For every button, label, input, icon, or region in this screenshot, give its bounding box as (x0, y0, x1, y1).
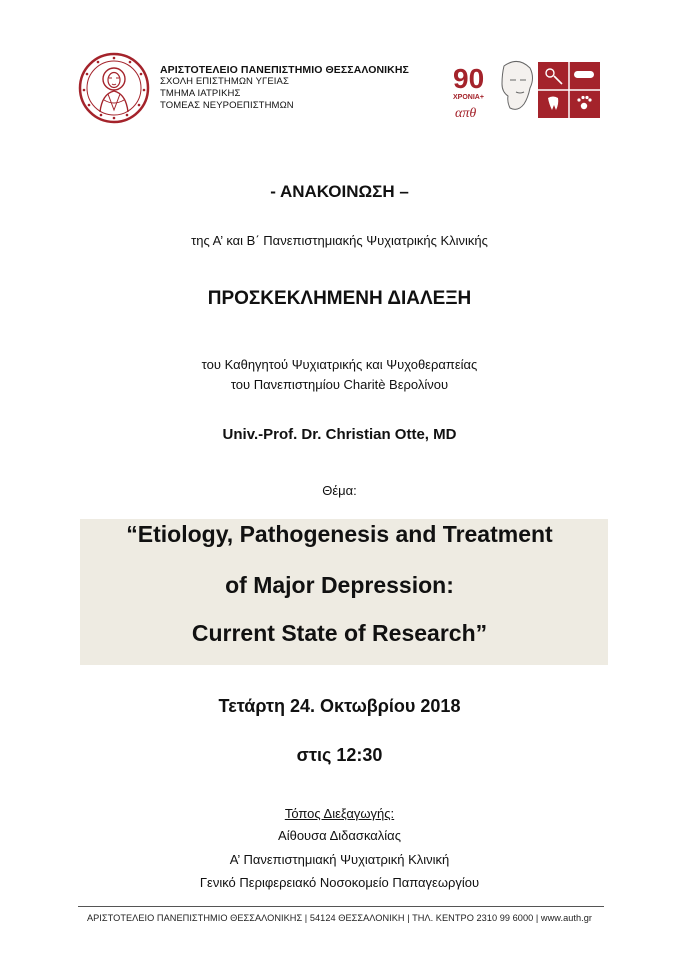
sector-name: ΤΟΜΕΑΣ ΝΕΥΡΟΕΠΙΣΤΗΜΩΝ (160, 100, 294, 111)
speaker-name: Univ.-Prof. Dr. Christian Otte, MD (222, 426, 457, 443)
school-name: ΣΧΟΛΗ ΕΠΙΣΤΗΜΩΝ ΥΓΕΙΑΣ (160, 76, 289, 87)
university-seal-icon (78, 52, 150, 124)
venue-line-3: Γενικό Περιφερειακό Νοσοκομείο Παπαγεωργίου (199, 875, 480, 890)
anniversary-90-logo-icon (450, 58, 604, 122)
lecture-title-line-1: “Etiology, Pathogenesis and Treatment (126, 521, 553, 547)
professor-line-1: του Καθηγητού Ψυχιατρικής και Ψυχοθεραπείας (201, 357, 478, 372)
lecture-title-line-2: of Major Depression: (225, 572, 454, 598)
lecture-time: στις 12:30 (296, 745, 383, 765)
logo-90-number: 90 (453, 63, 485, 94)
footer-contact: ΑΡΙΣΤΟΤΕΛΕΙΟ ΠΑΝΕΠΙΣΤΗΜΙΟ ΘΕΣΣΑΛΟΝΙΚΗΣ | 54124 ΘΕΣΣΑΛΟΝΙΚΗ | ΤΗΛ. ΚΕΝΤΡΟ 2310 99 6000 | www.auth.gr (86, 913, 593, 923)
lecture-type: ΠΡΟΣΚΕΚΛΗΜΕΝΗ ΔΙΑΛΕΞΗ (207, 288, 472, 309)
university-name: ΑΡΙΣΤΟΤΕΛΕΙΟ ΠΑΝΕΠΙΣΤΗΜΙΟ ΘΕΣΣΑΛΟΝΙΚΗΣ (160, 64, 409, 76)
lecture-title-line-3: Current State of Research” (191, 620, 488, 646)
department-name: ΤΜΗΜΑ ΙΑΤΡΙΚΗΣ (160, 88, 241, 99)
university-text-block (160, 64, 409, 112)
logo-years-label: ΧΡΟΝΙΑ+ (453, 94, 484, 101)
announcement-heading: - ΑΝΑΚΟΙΝΩΣΗ – (270, 182, 409, 201)
venue-line-1: Αίθουσα Διδασκαλίας (278, 828, 401, 843)
clinic-line: της Α’ και Β΄ Πανεπιστημιακής Ψυχιατρικής Κλινικής (191, 233, 488, 248)
lecture-date: Τετάρτη 24. Οκτωβρίου 2018 (218, 696, 461, 716)
venue-label: Τόπος Διεξαγωγής: (284, 806, 395, 821)
professor-line-2: του Πανεπιστημίου Charitè Βερολίνου (230, 377, 449, 392)
letterhead (78, 52, 618, 132)
topic-label: Θέμα: (322, 483, 357, 498)
venue-line-2: Α’ Πανεπιστημιακή Ψυχιατρική Κλινική (229, 852, 450, 867)
logo-abbrev: απθ (455, 106, 477, 121)
footer-divider (78, 906, 604, 907)
